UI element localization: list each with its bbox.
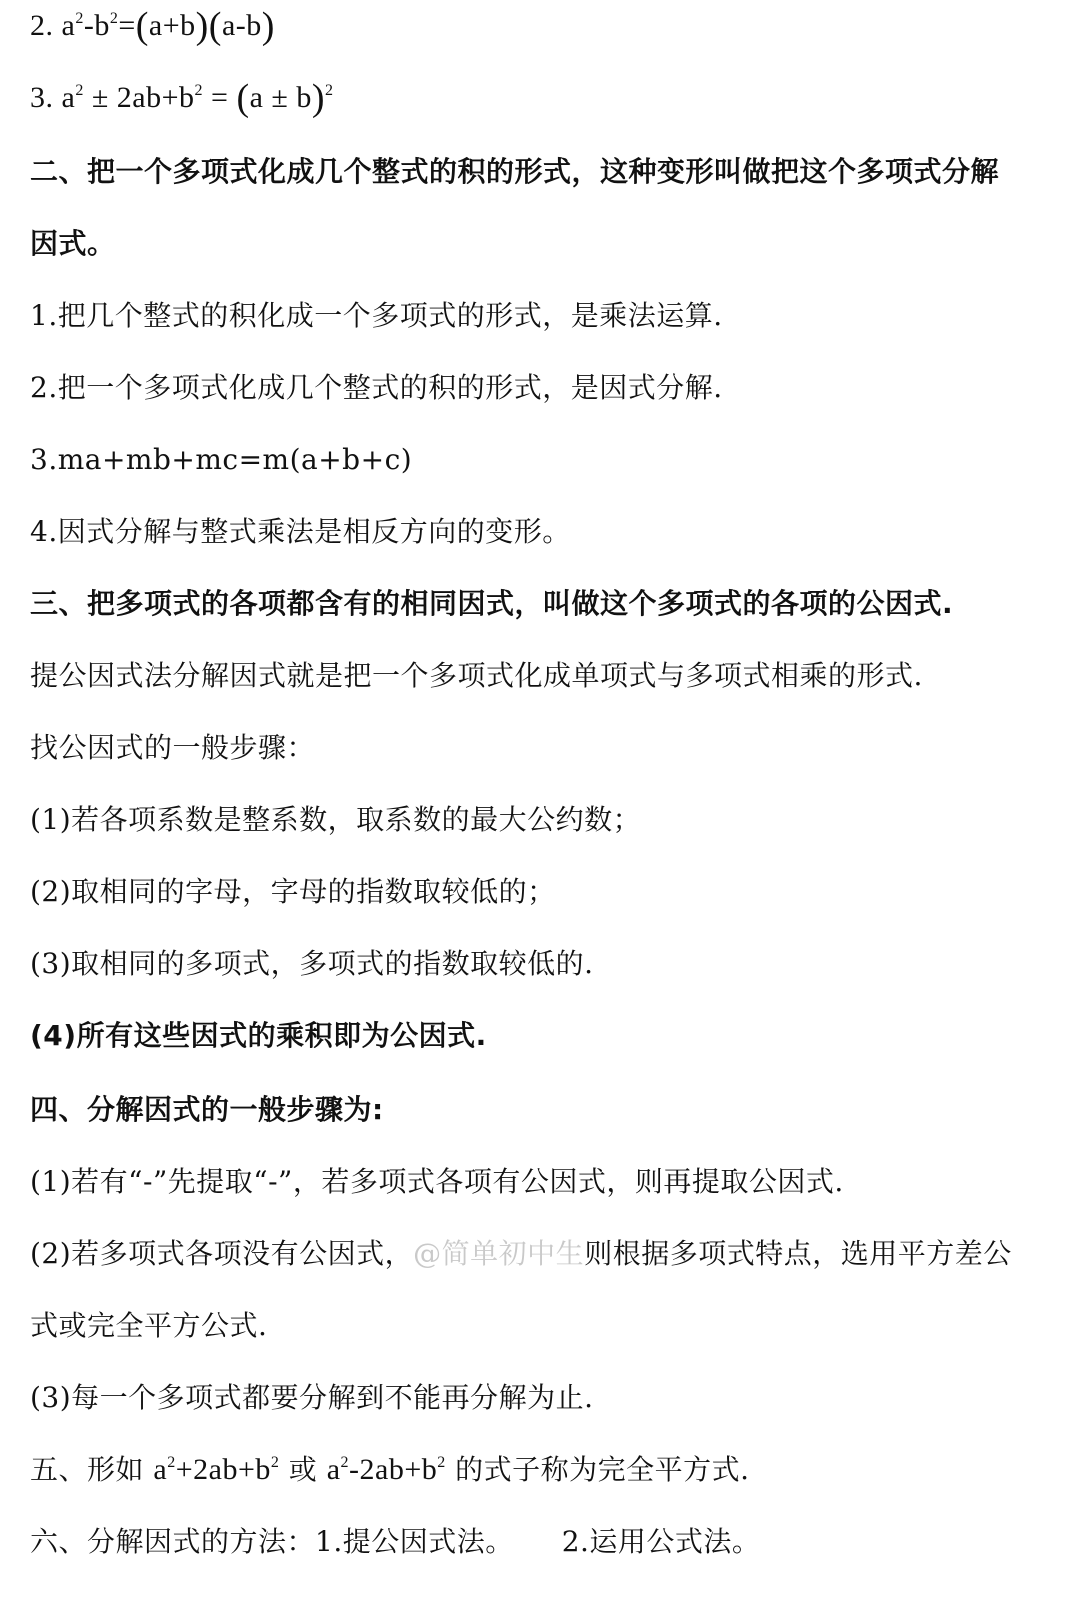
watermark: @简单初中生 <box>413 1237 585 1270</box>
paren: ) <box>261 5 275 47</box>
formula-perfect-square-plus <box>153 1453 279 1486</box>
formula-term: ± 2ab+b <box>83 81 195 114</box>
equals-sign: = <box>118 9 136 42</box>
formula-term: a <box>326 1453 341 1486</box>
formula-term: a <box>153 1453 168 1486</box>
section-5-paragraph <box>30 1450 1060 1490</box>
step-item-cont: 式或完全平方公式. <box>30 1309 268 1342</box>
formula-term: a <box>61 81 76 114</box>
list-item: 2.把一个多项式化成几个整式的积的形式，是因式分解. <box>30 371 723 404</box>
section-6-paragraph <box>30 1522 1060 1562</box>
step-text: (2)若多项式各项没有公因式， <box>30 1237 414 1270</box>
exponent: 2 <box>75 10 84 27</box>
exponent: 2 <box>194 82 204 99</box>
section-4-heading: 四、分解因式的一般步骤为: <box>30 1093 384 1126</box>
formula-number: 3. <box>30 81 54 114</box>
formula-term: a+b <box>148 9 196 42</box>
formula-term: +2ab+b <box>175 1453 271 1486</box>
step-item: (3)取相同的多项式，多项式的指数取较低的. <box>30 947 594 980</box>
paren: ( <box>208 5 222 47</box>
list-item: 3.ma+mb+mc=m(a+b+c) <box>30 443 413 476</box>
paren: ( <box>135 5 149 47</box>
text: 五、形如 <box>30 1453 154 1486</box>
formula-perfect-square-minus <box>327 1453 446 1486</box>
step-text: 则根据多项式特点，选用平方差公 <box>584 1237 1012 1270</box>
formula-number: 2. <box>30 9 54 42</box>
equals-sign: = <box>203 81 237 114</box>
list-item: 1.把几个整式的积化成一个多项式的形式，是乘法运算. <box>30 299 723 332</box>
step-item: (1)若有“-”先提取“-”，若多项式各项有公因式，则再提取公因式. <box>30 1165 844 1198</box>
step-item: (1)若各项系数是整系数，取系数的最大公约数； <box>30 803 642 836</box>
exponent: 2 <box>340 1454 350 1471</box>
text: 或 <box>279 1453 327 1486</box>
formula-term: a ± b <box>249 81 312 114</box>
text: 的式子称为完全平方式. <box>445 1453 750 1486</box>
paren: ) <box>195 5 209 47</box>
paren: ) <box>311 77 326 119</box>
section-2-heading: 二、把一个多项式化成几个整式的积的形式，这种变形叫做把这个多项式分解 <box>30 155 1000 188</box>
method-2: 2.运用公式法。 <box>561 1525 761 1558</box>
formula-term: -b <box>83 9 110 42</box>
step-item: (2)取相同的字母，字母的指数取较低的； <box>30 875 556 908</box>
method-1: 六、分解因式的方法：1.提公因式法。 <box>30 1525 514 1558</box>
step-item <box>30 1234 1060 1274</box>
exponent: 2 <box>167 1454 176 1471</box>
exponent: 2 <box>109 10 119 27</box>
formula-term: -2ab+b <box>349 1453 438 1486</box>
formula-term: a-b <box>221 9 262 42</box>
formula-term: a <box>61 9 76 42</box>
exponent: 2 <box>75 82 84 99</box>
step-item: (3)每一个多项式都要分解到不能再分解为止. <box>30 1381 594 1414</box>
section-3-heading: 三、把多项式的各项都含有的相同因式，叫做这个多项式的各项的公因式. <box>30 587 954 620</box>
step-item: (4)所有这些因式的乘积即为公因式. <box>30 1019 487 1052</box>
exponent: 2 <box>270 1454 280 1471</box>
paragraph: 提公因式法分解因式就是把一个多项式化成单项式与多项式相乘的形式. <box>30 659 923 692</box>
formula-perfect-square <box>30 78 1060 118</box>
steps-title: 找公因式的一般步骤： <box>30 731 316 764</box>
exponent: 2 <box>437 1454 446 1471</box>
list-item: 4.因式分解与整式乘法是相反方向的变形。 <box>30 515 571 548</box>
section-2-heading-cont: 因式。 <box>30 227 116 260</box>
formula-difference-of-squares <box>30 6 1060 46</box>
exponent: 2 <box>325 82 334 99</box>
paren: ( <box>236 77 250 119</box>
